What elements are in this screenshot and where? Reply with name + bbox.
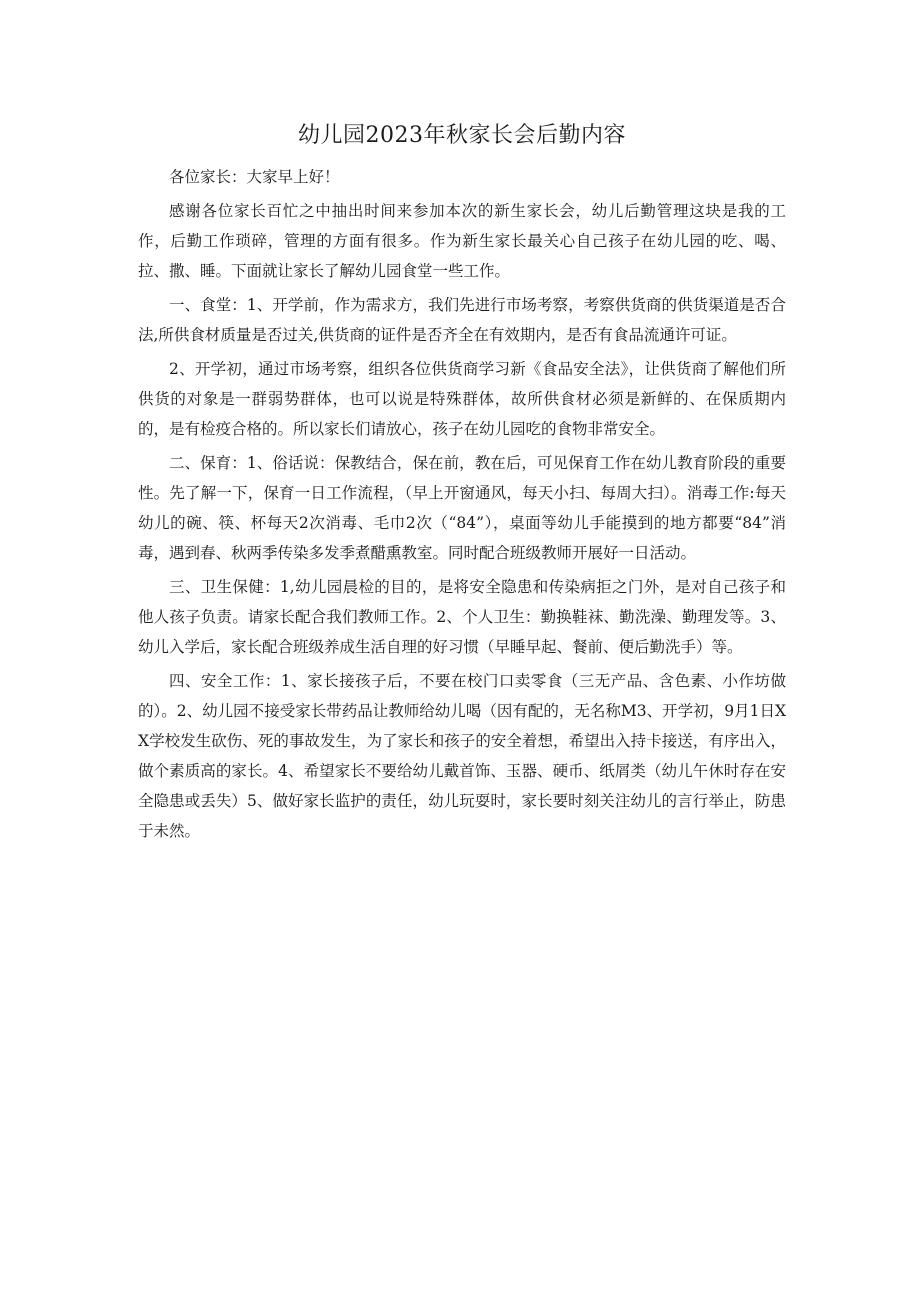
canteen-supplier-paragraph: 2、开学初，通过市场考察，组织各位供货商学习新《食品安全法》，让供货商了解他们所供货的对象是一群弱势群体，也可以说是特殊群体，故所供食材必须是新鲜的、在保质期内的，是有检疫合格的。所以家长们请放心，孩子在幼儿园吃的食物非常安全。 bbox=[138, 360, 786, 438]
canteen-paragraph: 一、食堂：1、开学前，作为需求方，我们先进行市场考察，考察供货商的供货渠道是否合法,所供食材质量是否过关,供货商的证件是否齐全在有效期内，是否有食品流通许可证。 bbox=[138, 296, 786, 344]
safety-paragraph: 四、安全工作：1、家长接孩子后，不要在校门口卖零食（三无产品、含色素、小作坊做的）。2、幼儿园不接受家长带药品让教师给幼儿喝（因有配的，无名称M3、开学初，9月1日XX学校发生砍伤、死的事故发生，为了家长和孩子的安全着想，希望出入持卡接送，有序出入，做个素质高的家长。4、希望家长不要给幼儿戴首饰、玉器、硬币、纸屑类（幼儿午休时存在安全隐患或丢失）5、做好家长监护的责任，幼儿玩耍时，家长要时刻关注幼儿的言行举止，防患于未然。 bbox=[138, 672, 786, 840]
greeting-paragraph: 各位家长：大家早上好！ bbox=[169, 168, 340, 186]
document-page bbox=[138, 118, 786, 850]
childcare-paragraph: 二、保育：1、俗话说：保教结合，保在前，教在后，可见保育工作在幼儿教育阶段的重要性。先了解一下，保育一日工作流程，（早上开窗通风，每天小扫、每周大扫）。消毒工作:每天幼儿的碗、筷、杯每天2次消毒、毛巾2次（“84”），桌面等幼儿手能摸到的地方都要“84”消毒，遇到春、秋两季传染多发季煮醋熏教室。同时配合班级教师开展好一日活动。 bbox=[138, 454, 786, 562]
document-title: 幼儿园2023年秋家长会后勤内容 bbox=[298, 123, 626, 148]
intro-paragraph: 感谢各位家长百忙之中抽出时间来参加本次的新生家长会，幼儿后勤管理这块是我的工作，后勤工作琐碎，管理的方面有很多。作为新生家长最关心自己孩子在幼儿园的吃、喝、拉、撒、睡。下面就让家长了解幼儿园食堂一些工作。 bbox=[138, 202, 786, 280]
health-care-paragraph: 三、卫生保健：1,幼儿园晨检的目的，是将安全隐患和传染病拒之门外，是对自己孩子和他人孩子负责。请家长配合我们教师工作。2、个人卫生：勤换鞋袜、勤洗澡、勤理发等。3、幼儿入学后，家长配合班级养成生活自理的好习惯（早睡早起、餐前、便后勤洗手）等。 bbox=[138, 578, 786, 656]
